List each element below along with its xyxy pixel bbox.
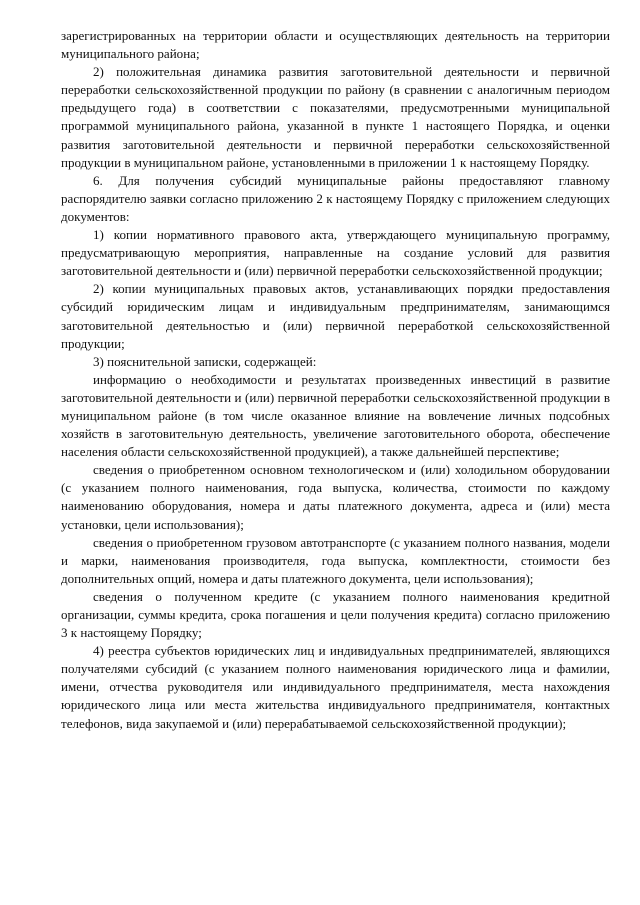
paragraph-item-1-copies: 1) копии нормативного правового акта, утверждающего муниципальную программу, предусматривающую мероприятия, направленные на создание условий для развития заготовительной деятельности и (или) первичной переработки сельскохозяйственной продукции; xyxy=(61,227,610,279)
paragraph-item-2-dynamics: 2) положительная динамика развития заготовительной деятельности и первичной переработки сельскохозяйственной продукции по району (в сравнении с аналогичным периодом предыдущего года) в соответствии с показателями, предусмотренными муниципальной программой муниципального района, указанной в пункте 1 настоящего Порядка, и оценки развития заготовительной деятельности и первичной переработки сельскохозяйственной продукции в муниципальном районе, установленными в приложении 1 к настоящему Порядку. xyxy=(61,64,610,170)
paragraph-item-2-copies: 2) копии муниципальных правовых актов, устанавливающих порядки предоставления субсидий юридическим лицам и индивидуальным предпринимателям, занимающимся заготовительной деятельностью и (или) первичной переработкой сельскохозяйственной продукции; xyxy=(61,281,610,351)
paragraph-investment-info: информацию о необходимости и результатах произведенных инвестиций в развитие заготовительной деятельности и (или) первичной переработки сельскохозяйственной продукции в муниципальном районе (в том числе оказанное влияние на вовлечение личных подсобных хозяйств в заготовительную деятельность, увеличение заготовительного оборота, обеспечение населения области сельскохозяйственной продукцией), а также дальнейшей перспективе; xyxy=(61,371,610,460)
paragraph-equipment-info: сведения о приобретенном основном технологическом и (или) холодильном оборудовании (с указанием полного наименования, года выпуска, количества, стоимости по каждому наименованию оборудования, номера и даты платежного документа, адреса и (или) места установки, цели использования); xyxy=(61,462,610,532)
paragraph-transport-info: сведения о приобретенном грузовом автотранспорте (с указанием полного названия, модели и марки, наименования производителя, года выпуска, комплектности, стоимости без дополнительных опций, номера и даты платежного документа, цели использования); xyxy=(61,534,610,586)
paragraph-section-6: 6. Для получения субсидий муниципальные районы предоставляют главному распорядителю заявки согласно приложению 2 к настоящему Порядку с приложением следующих документов: xyxy=(61,172,610,224)
paragraph-item-4-registry: 4) реестра субъектов юридических лиц и индивидуальных предпринимателей, являющихся получателями субсидий (с указанием полного наименования юридического лица и фамилии, имени, отчества руководителя или индивидуального предпринимателя, места нахождения юридического лица или места жительства индивидуального предпринимателя, контактных телефонов, вида закупаемой и (или) перерабатываемой сельскохозяйственной продукции); xyxy=(61,643,610,731)
paragraph-credit-info: сведения о полученном кредите (с указанием полного наименования кредитной организации, суммы кредита, срока погашения и цели получения кредита) согласно приложению 3 к настоящему Порядку; xyxy=(61,588,610,641)
paragraph-continuation: зарегистрированных на территории области и осуществляющих деятельность на территории муниципального района; xyxy=(61,28,610,62)
document-body xyxy=(61,27,610,733)
paragraph-item-3-note: 3) пояснительной записки, содержащей: xyxy=(93,353,317,369)
